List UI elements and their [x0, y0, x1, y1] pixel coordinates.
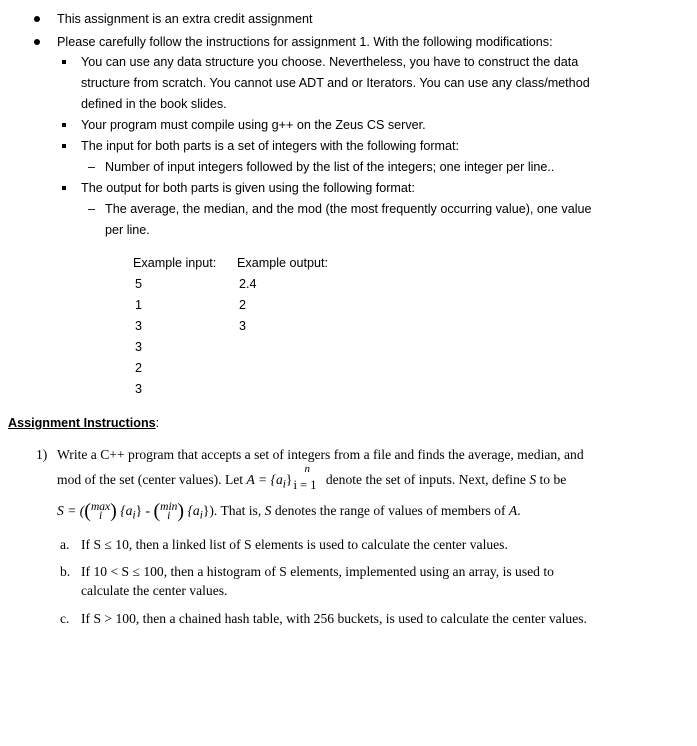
max-operator [90, 500, 111, 522]
section-title [8, 415, 159, 431]
example-output-value: 2 [239, 298, 247, 312]
math-sub: i [199, 509, 203, 522]
sub-item-text: If S ≤ 10, then a linked list of S elements is used to calculate the center values. [81, 537, 508, 552]
text: to be [536, 472, 567, 487]
example-input-value: 5 [135, 277, 143, 291]
sub-item-text: If S > 100, then a chained hash table, with 256 buckets, is used to calculate the center values. [81, 611, 587, 626]
bullet-text: Please carefully follow the instructions for assignment 1. With the following modifications: [57, 35, 553, 49]
example-output-value: 3 [239, 319, 247, 333]
square-bullet-icon [62, 60, 66, 64]
square-bullet-icon [62, 123, 66, 127]
sub-bullet-text: Your program must compile using g++ on the Zeus CS server. [81, 118, 426, 132]
example-output-header: Example output: [237, 256, 329, 270]
text: denote the set of inputs. Next, define [322, 472, 530, 487]
math-sub: i [132, 509, 136, 522]
section-title-text: Assignment Instructions [8, 416, 156, 430]
math: {a [187, 503, 200, 518]
text: ). That is, [209, 503, 265, 518]
sub-bullet-text: defined in the book slides. [81, 97, 227, 111]
bullet-text: This assignment is an extra credit assignment [57, 12, 313, 26]
min-operator [160, 500, 178, 522]
instruction-line: Write a C++ program that accepts a set of integers from a file and finds the average, median, and [57, 447, 584, 462]
index-label: i [167, 509, 171, 522]
dash-text: The average, the median, and the mod (the most frequently occurring value), one value [105, 202, 592, 216]
math: S [264, 503, 272, 518]
index-range [292, 463, 322, 492]
math: S = ( [57, 503, 85, 518]
example-input-value: 2 [135, 361, 143, 375]
sub-bullet-text: structure from scratch. You cannot use ADT and or Iterators. You can use any class/method [81, 76, 590, 90]
sub-bullet-text: You can use any data structure you choose. Nevertheless, you have to construct the data [81, 55, 579, 69]
upper-bound: n [304, 463, 310, 475]
dash-text: per line. [105, 223, 150, 237]
example-input-value: 1 [135, 298, 143, 312]
math: A = {a [246, 472, 283, 487]
sub-item-text: calculate the center values. [81, 583, 228, 598]
instruction-line [57, 463, 567, 493]
text: . [517, 503, 521, 518]
sub-item-label: a. [60, 537, 70, 552]
min-label: min [160, 500, 178, 513]
math: S [529, 472, 537, 487]
lower-bound: i = 1 [293, 478, 317, 492]
sub-item-label: c. [60, 611, 70, 626]
text: denotes the range of values of members of [271, 503, 509, 518]
example-input-value: 3 [135, 382, 143, 396]
max-label: max [90, 500, 111, 513]
square-bullet-icon [62, 144, 66, 148]
item-number: 1) [36, 447, 48, 462]
square-bullet-icon [62, 186, 66, 190]
math: } [202, 503, 210, 518]
sub-item-text: If 10 < S ≤ 100, then a histogram of S elements, implemented using an array, is used to [81, 564, 554, 579]
math-sub: i [282, 478, 286, 491]
sub-bullet-text: The output for both parts is given using the following format: [81, 181, 415, 195]
math: A [508, 503, 518, 518]
text: mod of the set (center values). Let [57, 472, 247, 487]
sub-item-label: b. [60, 564, 71, 579]
math: - [142, 503, 154, 518]
math: } [285, 472, 293, 487]
dash-icon: – [88, 160, 96, 174]
example-input-header: Example input: [133, 256, 217, 270]
math: } [135, 503, 143, 518]
sub-bullet-text: The input for both parts is a set of integers with the following format: [81, 139, 460, 153]
example-output-value: 2.4 [239, 277, 257, 291]
math: {a [120, 503, 133, 518]
section-title-colon: : [155, 416, 160, 430]
example-input-value: 3 [135, 319, 143, 333]
bullet-icon [34, 16, 40, 22]
bullet-icon [34, 39, 40, 45]
instruction-line: S = ((max i ) $\{a_i\} - (\min$ i ) $\{a_i\}$). That is, S denotes the range of values of members of A. [57, 500, 521, 522]
dash-icon: – [88, 202, 96, 216]
example-input-value: 3 [135, 340, 143, 354]
index-label: i [98, 509, 103, 522]
dash-text: Number of input integers followed by the list of the integers; one integer per line.. [105, 160, 555, 174]
